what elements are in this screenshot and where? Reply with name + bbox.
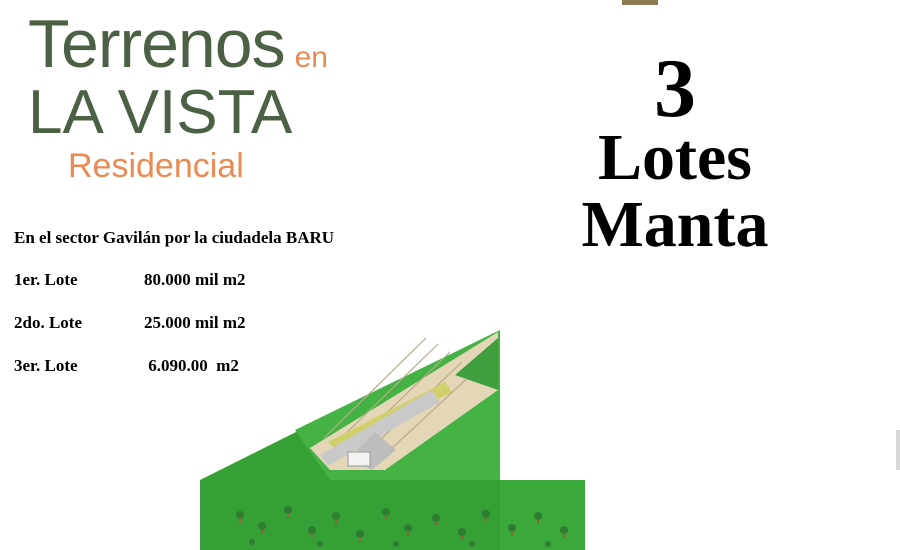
location-text: En el sector Gavilán por la ciudadela BARU bbox=[14, 228, 335, 247]
headline bbox=[510, 42, 840, 261]
bookmark-mark-icon bbox=[622, 0, 658, 5]
lot-label: 3er. Lote bbox=[14, 356, 78, 375]
lot-value: 6.090.00 m2 bbox=[144, 356, 239, 375]
lot-label: 2do. Lote bbox=[14, 313, 82, 332]
title-line-3: Residencial bbox=[68, 147, 244, 186]
headline-number: 3 bbox=[654, 42, 696, 135]
site-map-illustration bbox=[200, 330, 600, 550]
title-line-1 bbox=[28, 6, 498, 82]
headline-word-lotes: Lotes bbox=[598, 121, 752, 195]
title-line-2: LA VISTA bbox=[28, 78, 293, 147]
title-word-terrenos: Terrenos bbox=[28, 6, 285, 82]
lot-value: 25.000 mil m2 bbox=[144, 313, 246, 332]
scrollbar-thumb-icon[interactable] bbox=[896, 430, 900, 470]
list-item bbox=[14, 270, 484, 290]
page-title bbox=[28, 6, 498, 186]
lot-label: 1er. Lote bbox=[14, 270, 78, 289]
headline-word-manta: Manta bbox=[581, 187, 769, 261]
lot-value: 80.000 mil m2 bbox=[144, 270, 246, 289]
title-word-en: en bbox=[294, 41, 328, 74]
